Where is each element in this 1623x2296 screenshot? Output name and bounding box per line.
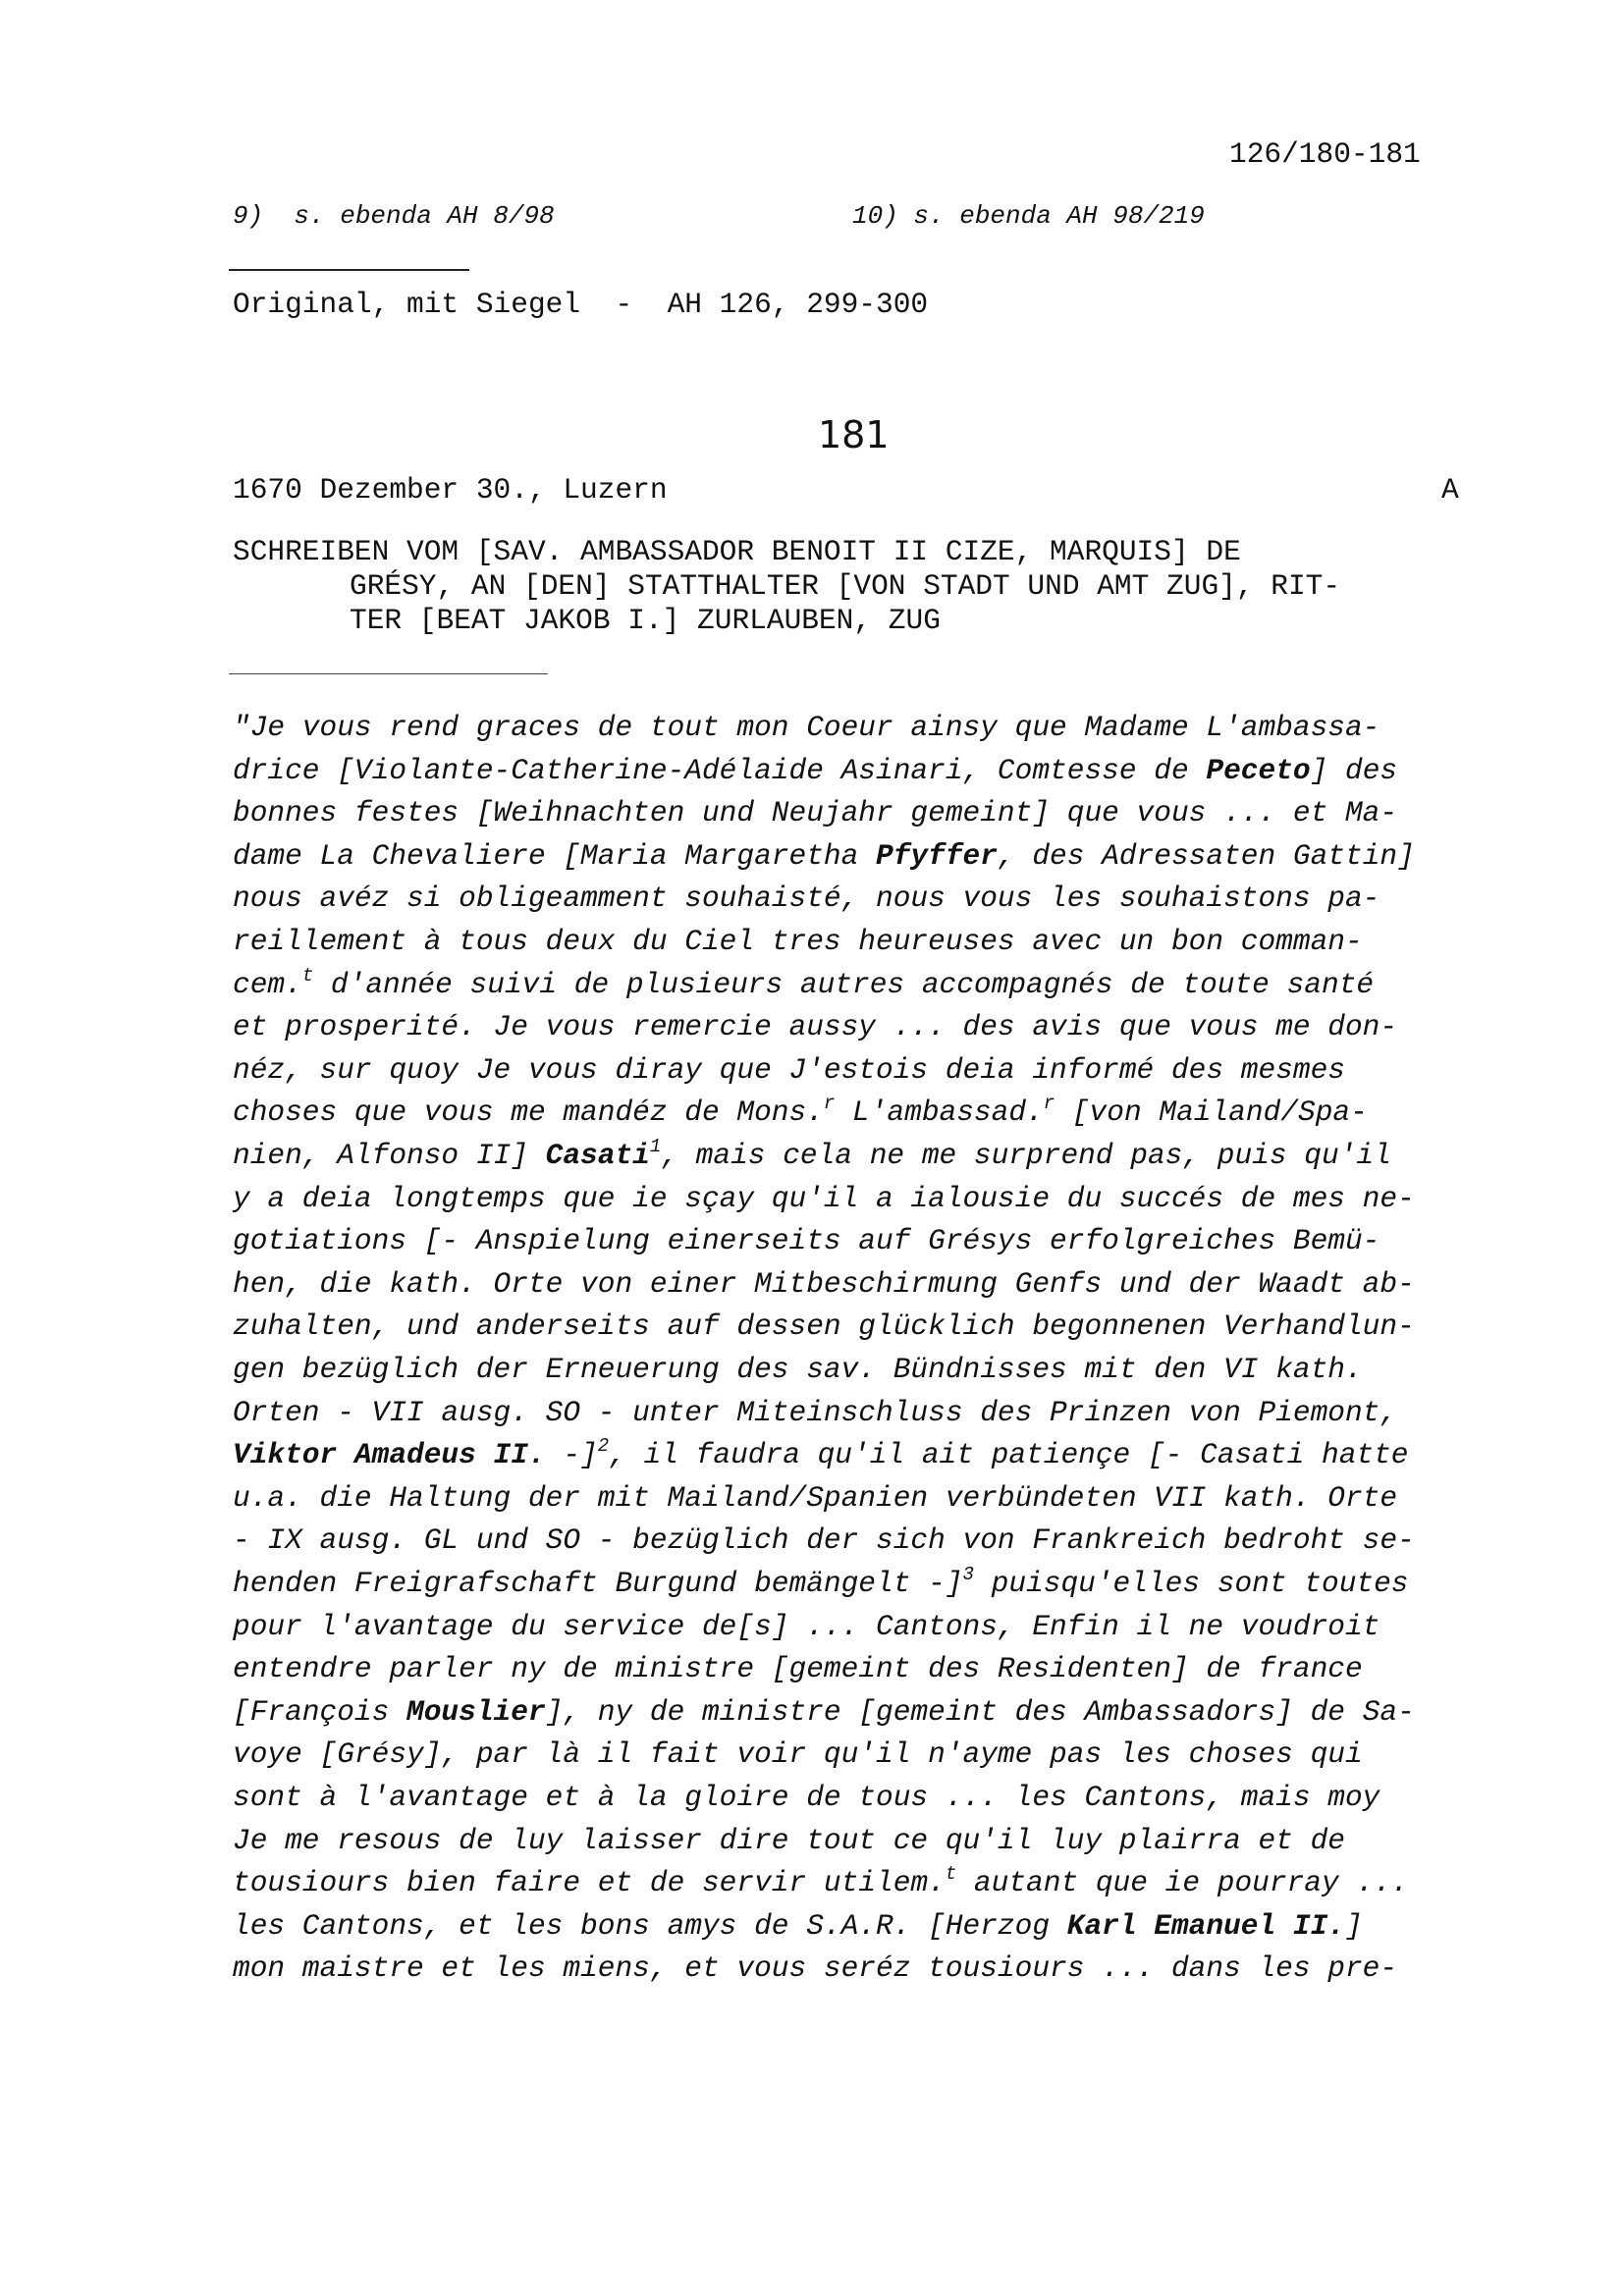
text-run: pour l'avantage du service de[s] ... Cantons, Enfin il ne voudroit — [233, 1609, 1380, 1643]
text-run: gen bezüglich der Erneuerung des sav. Bündnisses mit den VI kath. — [233, 1353, 1363, 1386]
text-run: Orten - VII ausg. SO - unter Miteinschluss des Prinzen von Piemont, — [233, 1395, 1398, 1429]
text-run: drice [Violante-Catherine-Adélaide Asinari, Comtesse de — [233, 753, 1207, 787]
text-run: tousiours bien faire et de servir utilem. — [233, 1866, 946, 1900]
body-line — [233, 1652, 1363, 1685]
body-line — [233, 1695, 1415, 1729]
footnote-10: 10) s. ebenda AH 98/219 — [852, 201, 1205, 231]
separator-rule-heading — [229, 673, 548, 674]
text-run: autant que ie pourray ... — [956, 1866, 1409, 1900]
body-line — [233, 1053, 1345, 1087]
body-line — [233, 1824, 1345, 1857]
heading-line-3: TER [BEAT JAKOB I.] ZURLAUBEN, ZUG — [350, 604, 941, 637]
text-run: sont à l'avantage et à la gloire de tous ... les Cantons, mais moy — [233, 1781, 1380, 1814]
body-line — [233, 1396, 1397, 1429]
body-line — [233, 925, 1363, 958]
text-run: y a deia longtemps que ie sçay qu'il a ialousie du succés de mes ne- — [233, 1181, 1415, 1215]
body-line — [233, 1523, 1415, 1557]
body-line — [233, 1909, 1363, 1943]
source-line: Original, mit Siegel - AH 126, 299-300 — [233, 288, 929, 321]
body-line — [233, 1136, 1391, 1172]
text-run: mon maistre et les miens, et vous seréz tousiours ... dans les pre- — [233, 1951, 1398, 1986]
text-run: choses que vous me mandéz de Mons. — [233, 1095, 824, 1130]
superscript: t — [301, 964, 314, 987]
body-line — [233, 1309, 1415, 1343]
body-line — [233, 1781, 1380, 1814]
text-run: -] — [545, 1438, 598, 1472]
body-line — [233, 1435, 1409, 1472]
body-line — [233, 1481, 1397, 1515]
body-line — [233, 1182, 1415, 1215]
text-run: d'année suivi de plusieurs autres accompagnés de toute santé — [313, 967, 1375, 1001]
text-run: Je me resous de luy laisser dire tout ce qu'il luy plairra et de — [233, 1823, 1345, 1857]
text-run: zuhalten, und anderseits auf dessen glücklich begonnenen Verhandlun- — [233, 1309, 1415, 1344]
text-run: gotiations [- Anspielung einerseits auf Grésys erfolgreiches Bemü- — [233, 1224, 1380, 1258]
superscript: 2 — [597, 1435, 610, 1458]
body-line — [233, 1224, 1380, 1257]
text-run: cem. — [233, 967, 302, 1001]
text-run: [François — [233, 1694, 407, 1729]
separator-rule-top — [229, 269, 469, 271]
bold-name: Peceto — [1206, 753, 1311, 787]
superscript: r — [1043, 1093, 1055, 1115]
text-run: ], ny de ministre [gemeint des Ambassadors] de Sa- — [545, 1694, 1415, 1729]
body-line — [233, 1863, 1409, 1900]
text-run: , des Adressaten Gattin] — [997, 838, 1415, 873]
body-line — [233, 1951, 1397, 1985]
text-run: ] des — [1310, 753, 1398, 787]
body-line — [233, 839, 1415, 873]
text-run: henden Freigrafschaft Burgund bemängelt -] — [233, 1567, 963, 1600]
text-run: les Cantons, et les bons amys de S.A.R. [Herzog — [233, 1908, 1067, 1943]
text-run: bonnes festes [Weihnachten und Neujahr gemeint] que vous ... et Ma- — [233, 796, 1398, 830]
body-line — [233, 1010, 1397, 1043]
text-run: [von Mailand/Spa- — [1055, 1095, 1368, 1130]
heading-line-1: SCHREIBEN VOM [SAV. AMBASSADOR BENOIT II CIZE, MARQUIS] DE — [233, 535, 1241, 568]
text-run: néz, sur quoy Je vous diray que J'estois deia informé des mesmes — [233, 1052, 1345, 1087]
text-run: , il faudra qu'il ait patiençe [- Casati hatte — [609, 1438, 1409, 1472]
body-line — [233, 1610, 1380, 1643]
text-run: voye [Grésy], par là il fait voir qu'il n'ayme pas les choses qui — [233, 1737, 1363, 1772]
bold-name: Casati — [545, 1139, 650, 1172]
text-run: L'ambassad. — [835, 1095, 1044, 1130]
body-line — [233, 754, 1397, 787]
text-run: , mais cela ne me surprend pas, puis qu'il — [661, 1139, 1391, 1172]
text-run: et prosperité. Je vous remercie aussy ... des avis que vous me don- — [233, 1010, 1398, 1044]
text-run: nous avéz si obligeamment souhaisté, nous vous les souhaistons pa- — [233, 881, 1380, 916]
superscript: 1 — [649, 1136, 662, 1157]
body-line — [233, 881, 1380, 915]
body-line — [233, 1564, 1409, 1600]
body-line — [233, 964, 1375, 1001]
text-run: hen, die kath. Orte von einer Mitbeschirmung Genfs und der Waadt ab- — [233, 1266, 1415, 1301]
superscript: t — [945, 1863, 957, 1886]
superscript: r — [823, 1093, 836, 1115]
date-place: 1670 Dezember 30., Luzern — [233, 473, 668, 507]
body-line — [233, 1267, 1415, 1301]
text-run: reillement à tous deux du Ciel tres heureuses avec un bon comman- — [233, 925, 1363, 958]
text-run: nien, Alfonso II] — [233, 1139, 546, 1172]
body-line — [233, 1095, 1368, 1129]
bold-name: Pfyffer — [876, 838, 998, 873]
bold-name: Viktor Amadeus II. — [233, 1438, 546, 1472]
text-run: "Je vous rend graces de tout mon Coeur ainsy que Madame L'ambassa- — [233, 711, 1380, 744]
text-run: entendre parler ny de ministre [gemeint des Residenten] de france — [233, 1652, 1363, 1686]
text-run: ] — [1345, 1908, 1363, 1943]
text-run: - IX ausg. GL und SO - bezüglich der sich von Frankreich bedroht se- — [233, 1523, 1415, 1558]
document-number: 181 — [818, 413, 890, 456]
text-run: puisqu'elles sont toutes — [973, 1567, 1409, 1600]
text-run: u.a. die Haltung der mit Mailand/Spanien verbündeten VII kath. Orte — [233, 1480, 1398, 1515]
heading-line-2: GRÉSY, AN [DEN] STATTHALTER [VON STADT UND AMT ZUG], RIT- — [350, 569, 1341, 603]
footnote-9: 9) s. ebenda AH 8/98 — [233, 201, 555, 231]
superscript: 3 — [962, 1564, 974, 1585]
page-reference: 126/180-181 — [1229, 137, 1421, 171]
document-class: A — [1441, 473, 1459, 507]
bold-name: Mouslier — [406, 1694, 546, 1729]
body-line — [233, 711, 1380, 744]
body-line — [233, 796, 1397, 829]
bold-name: Karl Emanuel II. — [1066, 1908, 1345, 1943]
body-line — [233, 1737, 1363, 1771]
body-line — [233, 1353, 1363, 1386]
text-run: dame La Chevaliere [Maria Margaretha — [233, 838, 877, 873]
